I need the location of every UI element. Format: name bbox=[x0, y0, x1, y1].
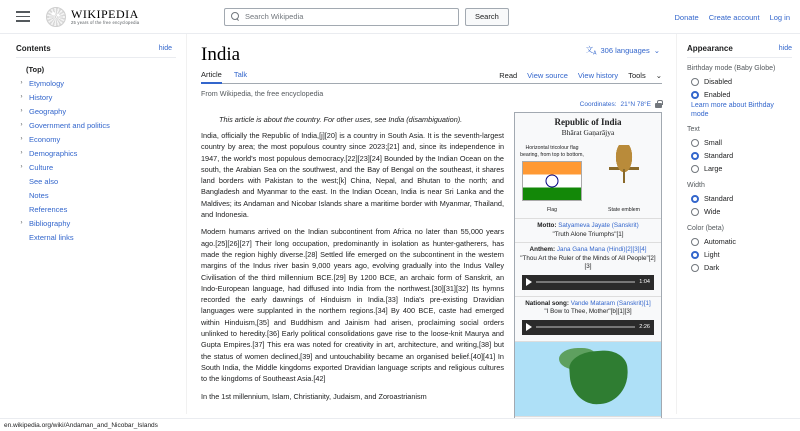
color-label: Color (beta) bbox=[687, 225, 724, 233]
motto-key: Motto: bbox=[537, 222, 557, 230]
hamburger-icon[interactable] bbox=[16, 9, 32, 25]
sidebar-item-label: History bbox=[29, 92, 53, 102]
motto-value[interactable]: Satyameva Jayate (Sanskrit) bbox=[558, 222, 639, 230]
anthem-duration: 1:04 bbox=[639, 278, 650, 285]
song-audio-player[interactable] bbox=[522, 320, 654, 335]
coordinates-label[interactable]: Coordinates: bbox=[579, 100, 617, 108]
sidebar-item-references[interactable] bbox=[16, 202, 176, 216]
birthday-option-enabled[interactable] bbox=[687, 88, 792, 101]
log-in-link[interactable]: Log in bbox=[769, 12, 790, 22]
flag-caption: Horizontal tricolour flag bearing, from top to bottom, bbox=[520, 145, 584, 159]
sidebar-item-external-links[interactable] bbox=[16, 230, 176, 244]
logo-tagline: 25 years of the free encyclopedia bbox=[71, 19, 140, 25]
sidebar-item-culture[interactable] bbox=[16, 160, 176, 174]
play-icon[interactable] bbox=[526, 278, 532, 286]
contents-sidebar bbox=[0, 34, 186, 414]
radio-icon[interactable] bbox=[691, 264, 699, 272]
hamburger-bar bbox=[16, 20, 30, 22]
logo-wordmark: WIKIPEDIA bbox=[71, 7, 139, 21]
donate-link[interactable]: Donate bbox=[674, 12, 699, 22]
hatnote-text: This article is about the country. For other uses, see India (disambiguation). bbox=[219, 115, 463, 124]
color-option-automatic[interactable] bbox=[687, 235, 792, 248]
color-option-light[interactable] bbox=[687, 248, 792, 261]
sidebar-item-economy[interactable] bbox=[16, 132, 176, 146]
radio-icon-selected[interactable] bbox=[691, 251, 699, 259]
width-option-standard[interactable] bbox=[687, 192, 792, 205]
sidebar-item-notes[interactable] bbox=[16, 188, 176, 202]
infobox-title: Republic of India bbox=[554, 117, 622, 127]
song-key: National song: bbox=[525, 299, 569, 307]
search-button[interactable]: Search bbox=[465, 8, 509, 26]
option-label: Disabled bbox=[704, 77, 732, 86]
anthem-value[interactable]: Jana Gana Mana (Hindi)[2][3][4] bbox=[556, 246, 647, 254]
language-selector-button[interactable] bbox=[586, 44, 660, 57]
sidebar-item-label: Notes bbox=[29, 190, 49, 200]
radio-icon[interactable] bbox=[691, 208, 699, 216]
infobox-subtitle: Bhārat Gaṇarājya bbox=[561, 128, 615, 138]
text-option-standard[interactable] bbox=[687, 149, 792, 162]
page-title: India bbox=[201, 44, 241, 65]
radio-icon[interactable] bbox=[691, 165, 699, 173]
hamburger-bar bbox=[16, 11, 30, 13]
width-label: Width bbox=[687, 182, 705, 190]
audio-progress-bar[interactable] bbox=[536, 326, 635, 328]
lock-icon bbox=[655, 100, 662, 108]
option-label: Enabled bbox=[704, 90, 731, 99]
status-bar bbox=[0, 418, 800, 431]
anthem-key: Anthem: bbox=[529, 246, 556, 254]
flag-of-india-icon bbox=[522, 161, 582, 201]
chevron-right-icon: › bbox=[20, 136, 23, 142]
option-label: Large bbox=[704, 164, 723, 174]
infobox-song-row bbox=[515, 296, 661, 341]
search-icon bbox=[231, 12, 240, 21]
audio-progress-bar[interactable] bbox=[536, 281, 635, 283]
contents-title: Contents bbox=[16, 44, 51, 53]
map-landmass-india bbox=[569, 349, 631, 406]
state-emblem-icon bbox=[609, 145, 639, 185]
sidebar-item-government-and-politics[interactable] bbox=[16, 118, 176, 132]
appearance-hide-button[interactable]: hide bbox=[778, 45, 792, 52]
option-label: Light bbox=[704, 250, 720, 260]
sidebar-item-label: External links bbox=[29, 232, 74, 242]
option-label: Small bbox=[704, 138, 722, 148]
infobox-motto-row bbox=[515, 218, 661, 242]
birthday-mode-learn-more-link[interactable]: Learn more about Birthday mode bbox=[691, 102, 774, 119]
create-account-link[interactable]: Create account bbox=[708, 12, 760, 22]
tab-view-source[interactable]: View source bbox=[527, 70, 568, 80]
sidebar-item-geography[interactable] bbox=[16, 104, 176, 118]
text-size-label: Text bbox=[687, 126, 700, 134]
flag-label[interactable]: Flag bbox=[546, 207, 558, 214]
appearance-title: Appearance bbox=[687, 44, 733, 53]
chevron-right-icon: › bbox=[20, 80, 23, 86]
radio-icon[interactable] bbox=[691, 139, 699, 147]
tab-talk[interactable]: Talk bbox=[233, 70, 248, 79]
appearance-header bbox=[687, 44, 792, 58]
paragraph-1: India, officially the Republic of India,[j][20] is a country in South Asia. It is the seventh-largest country by area; the most populous country since 2023;[21] and, since its independence in 1947, the world's most populous democracy.[22][23][24] Bounded by the Indian Ocean on the south, the Arabian Sea on the southwest, and the Bay of Bengal on the southeast, it shares land borders with Pakistan to the west;[k] China, Nepal, and Bhutan to the north; and Bangladesh and Myanmar to the east. In the Indian Ocean, India is near Sri Lanka and the Maldives; its Andaman and Nicobar Islands share a maritime border with Myanmar, Thailand, and Indonesia. bbox=[201, 131, 504, 220]
language-count-label: 306 languages bbox=[600, 45, 650, 55]
option-label: Standard bbox=[704, 194, 734, 204]
globe-icon bbox=[46, 7, 66, 27]
birthday-option-disabled[interactable] bbox=[687, 75, 792, 88]
appearance-sidebar bbox=[676, 34, 800, 414]
chevron-right-icon: › bbox=[20, 150, 23, 156]
anthem-translation: "Thou Art the Ruler of the Minds of All People"[2][3] bbox=[520, 254, 656, 271]
sidebar-item-top[interactable] bbox=[16, 62, 176, 76]
motto-translation: "Truth Alone Triumphs"[1] bbox=[552, 230, 624, 238]
color-option-dark[interactable] bbox=[687, 261, 792, 274]
sidebar-item-label: (Top) bbox=[26, 64, 45, 74]
india-location-map[interactable] bbox=[515, 341, 661, 416]
chevron-right-icon: › bbox=[20, 220, 23, 226]
sidebar-item-label: Economy bbox=[29, 134, 61, 144]
chevron-down-icon: ⌄ bbox=[655, 70, 662, 80]
sidebar-item-label: Culture bbox=[29, 162, 54, 172]
tools-menu-button[interactable]: Tools bbox=[628, 70, 646, 80]
radio-icon[interactable] bbox=[691, 238, 699, 246]
infobox-anthem-row bbox=[515, 242, 661, 296]
chevron-right-icon: › bbox=[20, 122, 23, 128]
infobox-symbols bbox=[515, 141, 661, 205]
option-label: Wide bbox=[704, 207, 721, 217]
sidebar-item-history[interactable] bbox=[16, 90, 176, 104]
text-option-large[interactable] bbox=[687, 162, 792, 175]
radio-icon-selected[interactable] bbox=[691, 152, 699, 160]
option-label: Standard bbox=[704, 151, 734, 161]
search-input[interactable] bbox=[224, 8, 459, 26]
birthday-mode-label: Birthday mode (Baby Globe) bbox=[687, 65, 776, 72]
header-links bbox=[675, 0, 791, 34]
country-infobox bbox=[514, 112, 662, 431]
tab-article[interactable]: Article bbox=[201, 70, 222, 84]
anthem-audio-player[interactable] bbox=[522, 275, 654, 290]
wikipedia-logo[interactable] bbox=[46, 7, 196, 27]
width-option-wide[interactable] bbox=[687, 205, 792, 218]
sidebar-item-label: Government and politics bbox=[29, 120, 110, 130]
sidebar-item-label: Geography bbox=[29, 106, 67, 116]
coordinates-value[interactable]: 21°N 78°E bbox=[620, 100, 651, 108]
sidebar-item-label: References bbox=[29, 204, 68, 214]
sidebar-item-bibliography[interactable] bbox=[16, 216, 176, 230]
tab-read[interactable]: Read bbox=[499, 70, 518, 80]
sidebar-item-label: Demographics bbox=[29, 148, 78, 158]
contents-hide-button[interactable]: hide bbox=[158, 45, 172, 52]
option-label: Automatic bbox=[704, 237, 736, 247]
chevron-right-icon: › bbox=[20, 94, 23, 100]
radio-icon-selected[interactable] bbox=[691, 195, 699, 203]
play-icon[interactable] bbox=[526, 323, 532, 331]
state-emblem-label[interactable]: State emblem bbox=[607, 207, 640, 214]
paragraph-3: In the 1st millennium, Islam, Christianity, Judaism, and Zoroastrianism bbox=[201, 391, 427, 401]
sidebar-item-demographics[interactable] bbox=[16, 146, 176, 160]
search-area bbox=[224, 8, 509, 26]
chevron-right-icon: › bbox=[20, 164, 23, 170]
contents-header bbox=[16, 44, 176, 58]
article-tabs bbox=[201, 70, 662, 84]
hamburger-bar bbox=[16, 16, 30, 18]
sidebar-item-label: Bibliography bbox=[29, 218, 71, 228]
coordinates-bar bbox=[201, 100, 662, 108]
radio-icon-selected[interactable] bbox=[691, 91, 699, 99]
search-placeholder: Search Wikipedia bbox=[245, 12, 304, 21]
option-label: Dark bbox=[704, 263, 720, 273]
sidebar-item-etymology[interactable] bbox=[16, 76, 176, 90]
chevron-down-icon: ⌄ bbox=[653, 45, 660, 55]
site-header bbox=[0, 0, 800, 34]
sidebar-item-see-also[interactable] bbox=[16, 174, 176, 188]
chevron-right-icon: › bbox=[20, 108, 23, 114]
language-icon: 文$_A$ bbox=[585, 45, 597, 57]
radio-icon[interactable] bbox=[691, 78, 699, 86]
text-option-small[interactable] bbox=[687, 136, 792, 149]
song-duration: 2:26 bbox=[639, 323, 650, 330]
article-subtitle: From Wikipedia, the free encyclopedia bbox=[201, 89, 324, 98]
tab-view-history[interactable]: View history bbox=[577, 70, 619, 80]
status-url: en.wikipedia.org/wiki/Andaman_and_Nicobar_Islands bbox=[4, 421, 158, 429]
sidebar-item-label: See also bbox=[29, 176, 59, 186]
song-translation: "I Bow to Thee, Mother"[b][1][3] bbox=[544, 308, 632, 316]
song-value[interactable]: Vande Mataram (Sanskrit)[1] bbox=[570, 299, 651, 307]
paragraph-2: Modern humans arrived on the Indian subcontinent from Africa no later than 55,000 years ago.[25][26][27] Their long occupation, predominantly in isolation as hunter-gatherers, has made the region highly diverse.[28] Settled life emerged on the subcontinent in the western margins of the Indus river basin 9,000 years ago, evolving gradually into the Indus Valley Civilisation of the third millennium BCE.[29] By 1200 BCE, an archaic form of Sanskrit, an Indo-European language, had diffused into India from the northwest.[30][31][32] Its hymns recorded the early dawnings of Hinduism in India.[33] India's pre-existing Dravidian languages were supplanted in the northern regions.[34] By 400 BCE, caste had emerged within Hinduism,[35] and Buddhism and Jainism had arisen, proclaiming social orders unlinked to heredity.[36] Early political consolidations gave rise to the loose-knit Maurya and Gupta Empires.[37] This era was noted for creativity in art, architecture, and writing,[38] but the status of women declined,[39] and untouchability became an organised belief.[40][41] In South India, the Middle kingdoms exported Dravidian language scripts and religious cultures to the kingdoms of Southeast Asia.[42] bbox=[201, 227, 504, 384]
article-content bbox=[186, 34, 676, 414]
sidebar-item-label: Etymology bbox=[29, 78, 65, 88]
